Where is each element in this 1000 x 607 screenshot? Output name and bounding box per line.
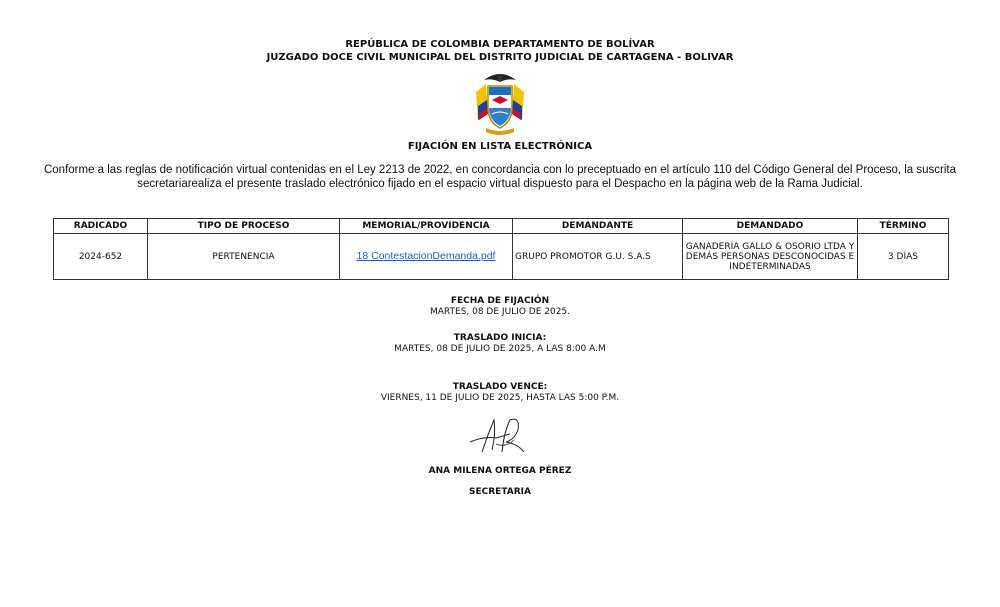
traslado-inicia-value: MARTES, 08 DE JULIO DE 2025, A LAS 8:00 A.M (394, 344, 606, 354)
traslado-vence-block (0, 382, 1000, 404)
handwritten-signature-icon (466, 412, 530, 458)
cell-radicado: 2024-652 (54, 234, 148, 280)
fecha-fijacion-block (0, 296, 1000, 318)
header-line-1: REPÚBLICA DE COLOMBIA DEPARTAMENTO DE BOLÍVAR (345, 39, 655, 50)
col-header-radicado: RADICADO (54, 219, 148, 234)
col-header-memorial: MEMORIAL/PROVIDENCIA (340, 219, 513, 234)
fecha-fijacion-value: MARTES, 08 DE JULIO DE 2025. (429, 307, 571, 317)
col-header-demandado: DEMANDADO (683, 219, 858, 234)
header-line-2: JUZGADO DOCE CIVIL MUNICIPAL DEL DISTRITO JUDICIAL DE CARTAGENA - BOLIVAR (266, 52, 734, 63)
col-header-demandante: DEMANDANTE (513, 219, 683, 234)
traslado-vence-label: TRASLADO VENCE: (452, 382, 548, 392)
signer-name: ANA MILENA ORTEGA PÉREZ (428, 466, 572, 476)
colombia-coat-of-arms-icon (472, 70, 528, 136)
traslado-table (53, 218, 949, 280)
col-header-tipo-proceso: TIPO DE PROCESO (148, 219, 340, 234)
traslado-vence-value: VIERNES, 11 DE JULIO DE 2025, HASTA LAS 5:00 P.M. (380, 393, 620, 403)
table-header-row (54, 219, 949, 234)
fecha-fijacion-label: FECHA DE FIJACIÓN (450, 296, 550, 306)
memorial-pdf-link[interactable]: 18 ContestacionDemanda.pdf (356, 250, 496, 262)
col-header-termino: TÉRMINO (858, 219, 949, 234)
document-header (0, 38, 1000, 64)
cell-tipo-proceso: PERTENENCIA (148, 234, 340, 280)
intro-paragraph: Conforme a las reglas de notificación virtual contenidas en el Ley 2213 de 2022, en concordancia con lo preceptuado en el artículo 110 del Código General del Proceso, la suscrita secretariarealiza el presente traslado electrónico fijado en el espacio virtual dispuesto para el Despacho en la página web de la Rama Judicial. (43, 164, 957, 190)
cell-memorial (340, 234, 513, 280)
page-title: FIJACIÓN EN LISTA ELECTRÓNICA (407, 141, 593, 152)
cell-demandante: GRUPO PROMOTOR G.U. S.A.S (513, 234, 683, 280)
traslado-inicia-block (0, 333, 1000, 355)
signer-role: SECRETARIA (469, 487, 531, 497)
cell-demandado: GANADERÍA GALLO & OSORIO LTDA Y DEMÁS PERSONAS DESCONOCIDAS E INDETERMINADAS (683, 234, 858, 280)
table-row (54, 234, 949, 280)
traslado-inicia-label: TRASLADO INICIA: (453, 333, 547, 343)
cell-termino: 3 DÍAS (858, 234, 949, 280)
